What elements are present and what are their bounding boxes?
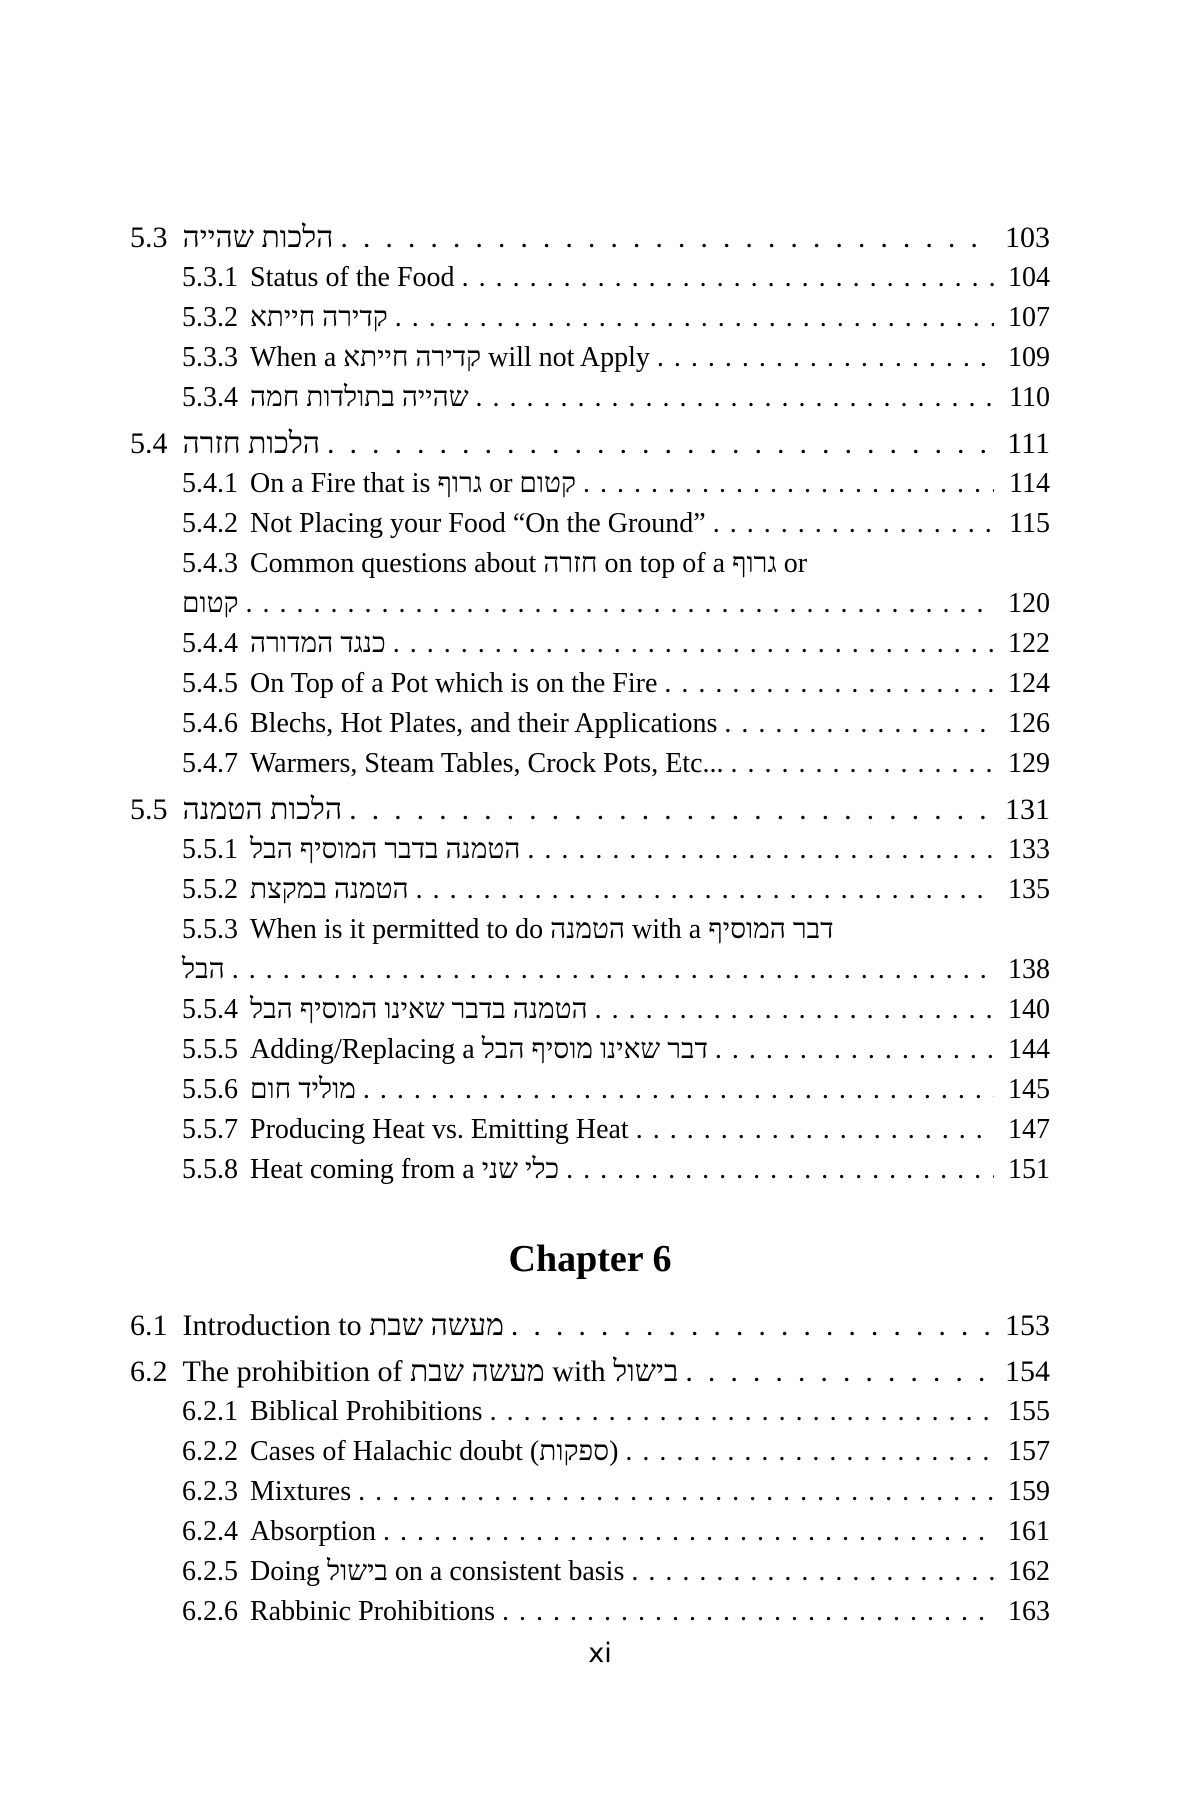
dot-leader (713, 504, 994, 544)
toc-entry (130, 298, 1050, 338)
entry-title: Blechs, Hot Plates, and their Applications (250, 708, 718, 739)
entry-number: 6.2.4 (182, 1516, 238, 1547)
toc-list (130, 212, 1050, 1632)
entry-page-number: 129 (1008, 748, 1050, 779)
entry-title: Producing Heat vs. Emitting Heat (250, 1114, 629, 1145)
entry-title: כנגד המדורה (250, 628, 386, 659)
toc-entry (130, 338, 1050, 378)
toc-entry (130, 744, 1050, 784)
dot-leader (476, 378, 994, 418)
entry-title: When is it permitted to do הטמנה with a דבר המוסיף (250, 914, 834, 945)
chapter-heading: Chapter 6 (508, 1238, 672, 1280)
dot-leader (395, 298, 994, 338)
entry-title: קדירה חייתא (250, 302, 388, 333)
entry-title: On Top of a Pot which is on the Fire (250, 668, 658, 699)
entry-number: 6.1 (130, 1309, 168, 1342)
entry-title: The prohibition of מעשה שבת with בישול (182, 1355, 679, 1388)
entry-number: 5.5.8 (182, 1154, 238, 1185)
dot-leader (527, 830, 994, 870)
entry-number: 5.4.7 (182, 748, 238, 779)
entry-page-number: 122 (1008, 628, 1050, 659)
entry-page-number: 161 (1008, 1516, 1050, 1547)
entry-page-number: 147 (1008, 1114, 1050, 1145)
toc-entry (130, 990, 1050, 1030)
dot-leader (416, 870, 994, 910)
toc-entry (130, 504, 1050, 544)
toc-entry-continuation (130, 584, 1050, 624)
entry-number: 5.3.2 (182, 302, 238, 333)
entry-title: Absorption (250, 1516, 376, 1547)
dot-leader (462, 258, 994, 298)
toc-entry (130, 464, 1050, 504)
entry-number: 5.4.5 (182, 668, 238, 699)
entry-title: Biblical Prohibitions (250, 1396, 483, 1427)
entry-page-number: 144 (1008, 1034, 1050, 1065)
toc-entry (130, 1512, 1050, 1552)
entry-number: 5.4.1 (182, 468, 238, 499)
entry-number: 5.4.3 (182, 548, 238, 579)
entry-title: הטמנה במקצת (250, 874, 409, 905)
toc-entry (130, 790, 1050, 830)
dot-leader (349, 790, 994, 830)
entry-number: 6.2.5 (182, 1556, 238, 1587)
entry-number: 5.4.6 (182, 708, 238, 739)
entry-title: Introduction to מעשה שבת (182, 1309, 504, 1342)
dot-leader (685, 1352, 994, 1392)
toc-entry (130, 544, 1050, 584)
toc-entry (130, 424, 1050, 464)
dot-leader (232, 950, 994, 990)
entry-page-number: 135 (1008, 874, 1050, 905)
toc-entry (130, 258, 1050, 298)
dot-leader (595, 990, 994, 1030)
entry-title: Not Placing your Food “On the Ground” (250, 508, 706, 539)
entry-number: 5.5.7 (182, 1114, 238, 1145)
toc-entry (130, 1150, 1050, 1190)
toc-entry (130, 1070, 1050, 1110)
entry-title: Common questions about חזרה on top of a גרוף or (250, 548, 808, 579)
entry-number: 5.5.4 (182, 994, 238, 1025)
dot-leader (566, 1150, 994, 1190)
entry-number: 6.2.6 (182, 1596, 238, 1627)
entry-number: 5.3 (130, 221, 168, 254)
entry-title: הטמנה בדבר שאינו המוסיף הבל (250, 994, 588, 1025)
toc-entry (130, 910, 1050, 950)
dot-leader (664, 664, 994, 704)
dot-leader (340, 218, 994, 258)
toc-entry (130, 218, 1050, 258)
toc-entry (130, 830, 1050, 870)
dot-leader (327, 424, 994, 464)
entry-page-number: 124 (1008, 668, 1050, 699)
entry-title: Cases of Halachic doubt (ספקות) (250, 1436, 619, 1467)
entry-page-number: 114 (1009, 468, 1050, 499)
entry-title: הטמנה בדבר המוסיף הבל (250, 834, 521, 865)
dot-leader (393, 624, 994, 664)
entry-page-number: 155 (1008, 1396, 1050, 1427)
toc-entry (130, 870, 1050, 910)
toc-entry (130, 1306, 1050, 1346)
toc-entry (130, 378, 1050, 418)
entry-page-number: 153 (1005, 1309, 1050, 1342)
entry-title: Mixtures (250, 1476, 352, 1507)
dot-leader (383, 1512, 994, 1552)
dot-leader (583, 464, 994, 504)
entry-page-number: 145 (1008, 1074, 1050, 1105)
entry-page-number: 159 (1008, 1476, 1050, 1507)
entry-page-number: 131 (1005, 793, 1050, 826)
dot-leader (715, 1030, 994, 1070)
toc-entry (130, 1472, 1050, 1512)
entry-number: 5.5.5 (182, 1034, 238, 1065)
entry-page-number: 111 (1007, 427, 1050, 460)
entry-number: 5.3.3 (182, 342, 238, 373)
entry-page-number: 162 (1008, 1556, 1050, 1587)
entry-title: Doing בישול on a consistent basis (250, 1556, 625, 1587)
dot-leader (625, 1432, 994, 1472)
entry-page-number: 120 (1008, 588, 1050, 619)
entry-page-number: 103 (1005, 221, 1050, 254)
entry-number: 5.5.6 (182, 1074, 238, 1105)
entry-page-number: 157 (1008, 1436, 1050, 1467)
entry-number: 5.5.1 (182, 834, 238, 865)
entry-page-number: 133 (1008, 834, 1050, 865)
entry-title: Warmers, Steam Tables, Crock Pots, Etc... (250, 748, 724, 779)
page-number-footer: xi (588, 1638, 612, 1669)
toc-entry (130, 1352, 1050, 1392)
toc-entry (130, 1110, 1050, 1150)
entry-number: 5.3.4 (182, 382, 238, 413)
toc-entry (130, 624, 1050, 664)
entry-page-number: 138 (1008, 954, 1050, 985)
entry-page-number: 154 (1005, 1355, 1050, 1388)
entry-title: מוליד חום (250, 1074, 356, 1105)
entry-title-continuation: הבל (182, 954, 225, 985)
entry-number: 5.4 (130, 427, 168, 460)
entry-title: Adding/Replacing a דבר שאינו מוסיף הבל (250, 1034, 708, 1065)
entry-number: 5.4.2 (182, 508, 238, 539)
entry-page-number: 104 (1008, 262, 1050, 293)
entry-page-number: 115 (1009, 508, 1050, 539)
entry-title: הלכות שהייה (182, 221, 334, 254)
entry-title: Rabbinic Prohibitions (250, 1596, 495, 1627)
entry-number: 5.5.3 (182, 914, 238, 945)
entry-number: 6.2.1 (182, 1396, 238, 1427)
entry-page-number: 126 (1008, 708, 1050, 739)
entry-number: 5.5 (130, 793, 168, 826)
dot-leader (246, 584, 994, 624)
entry-title-continuation: קטום (182, 588, 239, 619)
dot-leader (631, 1552, 994, 1592)
toc-entry (130, 1030, 1050, 1070)
entry-page-number: 151 (1008, 1154, 1050, 1185)
entry-title: When a קדירה חייתא will not Apply (250, 342, 650, 373)
entry-number: 5.4.4 (182, 628, 238, 659)
toc-entry (130, 704, 1050, 744)
dot-leader (511, 1306, 994, 1346)
toc-entry-continuation (130, 950, 1050, 990)
entry-title: שהייה בתולדות חמה (250, 382, 469, 413)
entry-page-number: 109 (1008, 342, 1050, 373)
entry-number: 6.2 (130, 1355, 168, 1388)
entry-title: הלכות חזרה (182, 427, 321, 460)
dot-leader (490, 1392, 994, 1432)
toc-entry (130, 1392, 1050, 1432)
entry-title: Status of the Food (250, 262, 455, 293)
entry-number: 5.3.1 (182, 262, 238, 293)
entry-number: 6.2.3 (182, 1476, 238, 1507)
toc-entry (130, 664, 1050, 704)
entry-title: On a Fire that is גרוף or קטום (250, 468, 576, 499)
entry-number: 6.2.2 (182, 1436, 238, 1467)
dot-leader (358, 1472, 994, 1512)
toc-entry (130, 1592, 1050, 1632)
dot-leader (636, 1110, 994, 1150)
entry-number: 5.5.2 (182, 874, 238, 905)
dot-leader (363, 1070, 994, 1110)
toc-entry (130, 1432, 1050, 1472)
entry-page-number: 107 (1008, 302, 1050, 333)
entry-title: הלכות הטמנה (182, 793, 343, 826)
dot-leader (657, 338, 994, 378)
entry-page-number: 140 (1008, 994, 1050, 1025)
toc-entry (130, 1552, 1050, 1592)
dot-leader (502, 1592, 994, 1632)
entry-title: Heat coming from a כלי שני (250, 1154, 560, 1185)
dot-leader (724, 704, 994, 744)
entry-page-number: 163 (1008, 1596, 1050, 1627)
entry-page-number: 110 (1009, 382, 1050, 413)
dot-leader (731, 744, 994, 784)
